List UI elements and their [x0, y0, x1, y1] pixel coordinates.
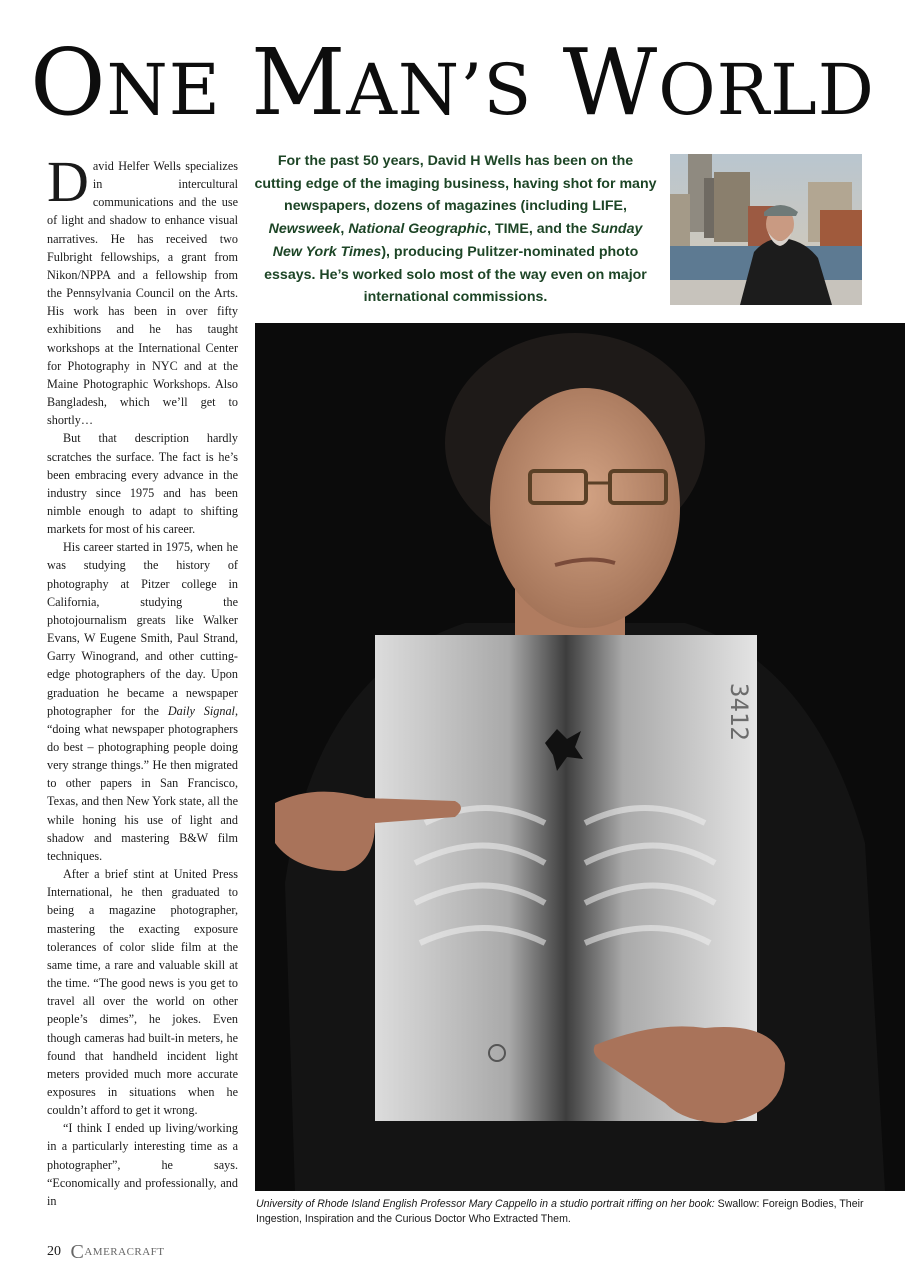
main-portrait-photo [255, 323, 905, 1191]
title-word-one: ONE [30, 29, 221, 136]
body-paragraph: “I think I ended up living/working in a particularly interesting time as a photographer”, he says. “Economically and professionally, and in [47, 1121, 238, 1208]
page-folio [47, 1240, 165, 1264]
page-number: 20 [47, 1244, 61, 1259]
magazine-logo: CAMERACRAFT [70, 1241, 165, 1263]
body-paragraph: But that description hardly scratches the surface. The fact is he’s been embracing every advance in the industry since 1975 and has been nimble enough to adapt to shifting markets for most of his career. [47, 431, 238, 537]
page-title [0, 28, 905, 138]
drop-cap: D [47, 149, 89, 214]
xray-label: 3412 [725, 683, 753, 741]
author-portrait-photo [670, 154, 862, 305]
title-word-world: WORLD [562, 29, 875, 136]
body-paragraph: After a brief stint at United Press International, he then graduated to being a magazine photographer, mastering the exacting exposure tolerances of color slide film at the same time, a rare and valuable skill at the time. “The good news is you get to travel all over the world on other people’s dimes”, he jokes. Even though cameras had built-in meters, he found that handheld incident light meters provided much more accurate exposures in situations when he couldn’t afford to get it wrong. [47, 867, 238, 1118]
article-body [47, 149, 238, 1210]
body-paragraph: David Helfer Wells specializes in intercultural communications and the use of light and shadow to enhance visual narratives. He has received two Fulbright fellowships, a grant from Nikon/NPPA and a fellowship from the Pennsylvania Council on the Arts. His work has been in over fifty exhibitions and he has taught workshops at the International Center for Photography in NYC and at the Maine Photographic Workshops. Also Bangladesh, which we’ll get to shortly… [47, 149, 238, 428]
body-paragraph: His career started in 1975, when he was studying the history of photography at Pitzer college in California, studying the photojournalism greats like Walker Evans, W Eugene Smith, Paul Strand, Garry Winogrand, and other cutting-edge photographers of the day. Upon graduation he became a newspaper photographer for the Daily Signal, “doing what newspaper photographers do best – photographing people doing very strange things.” He then migrated to other papers in San Francisco, Texas, and then New York state, all the while honing his use of light and shadow and mastering B&W film techniques. [47, 540, 238, 863]
pull-quote: For the past 50 years, David H Wells has been on the cutting edge of the imaging business, having shot for many newspapers, dozens of magazines (including LIFE, Newsweek, National Geographic, TIME, and the Sunday New York Times), producing Pulitzer-nominated photo essays. He’s worked solo most of the way even on major international commissions. [254, 153, 657, 306]
photo-caption: University of Rhode Island English Professor Mary Cappello in a studio portrait riffing on her book: Swallow: Foreign Bodies, Their Ingestion, Inspiration and the Curious Doctor Who Extracted Them. [256, 1198, 864, 1225]
title-word-mans: MAN’S [251, 29, 533, 136]
